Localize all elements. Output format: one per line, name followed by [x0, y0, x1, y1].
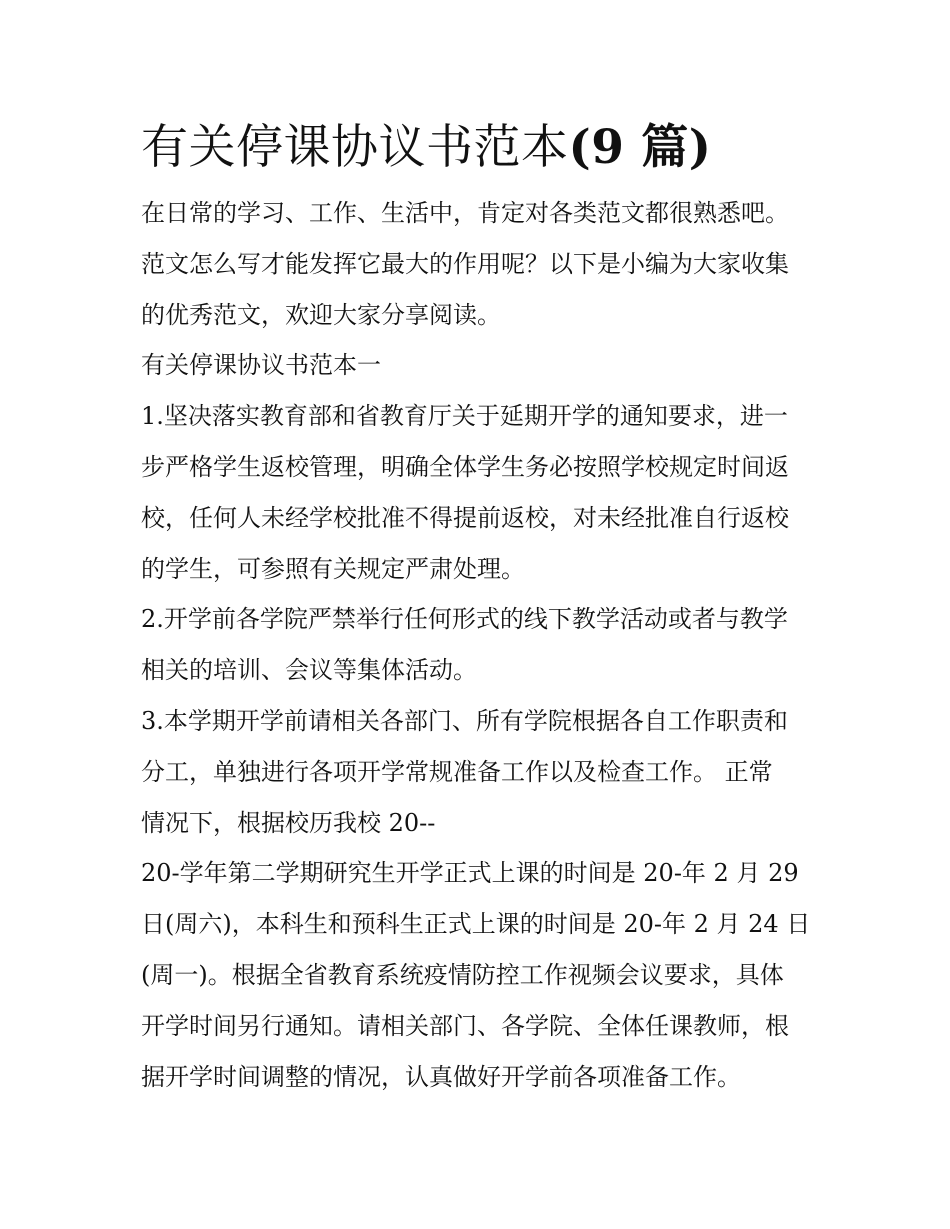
- text-line: 步严格学生返校管理，明确全体学生务必按照学校规定时间返: [141, 452, 789, 481]
- text-line: 分工，单独进行各项开学常规准备工作以及检查工作。 正常: [141, 757, 773, 786]
- text-line: 情况下，根据校历我校 20--: [141, 808, 436, 837]
- text-line: 的学生，可参照有关规定严肃处理。: [141, 554, 525, 583]
- document-title-count: (9 篇): [568, 120, 712, 175]
- item-3-paragraph: [141, 696, 821, 848]
- text-line: 相关的培训、会议等集体活动。: [141, 656, 477, 685]
- text-line: 有关停课协议书范本一: [141, 351, 381, 380]
- text-line: 校，任何人未经学校批准不得提前返校，对未经批准自行返校: [141, 503, 789, 532]
- section-heading: [141, 340, 821, 391]
- text-line: 1.坚决落实教育部和省教育厅关于延期开学的通知要求，进一: [141, 402, 788, 431]
- text-line: 20-学年第二学期研究生开学正式上课的时间是 20-年 2 月 29: [141, 859, 799, 888]
- text-line: 2.开学前各学院严禁举行任何形式的线下教学活动或者与教学: [141, 605, 788, 634]
- text-line: 范文怎么写才能发挥它最大的作用呢？以下是小编为大家收集: [141, 249, 789, 278]
- document-body: [141, 112, 821, 1102]
- text-line: 在日常的学习、工作、生活中，肯定对各类范文都很熟悉吧。: [141, 199, 789, 227]
- intro-paragraph: [141, 188, 821, 340]
- text-line: 3.本学期开学前请相关各部门、所有学院根据各自工作职责和: [141, 706, 788, 735]
- item-2-paragraph: [141, 594, 821, 696]
- text-line: 日(周六)，本科生和预科生正式上课的时间是 20-年 2 月 24 日: [141, 910, 811, 939]
- schedule-paragraph: [141, 848, 821, 1102]
- text-line: 的优秀范文，欢迎大家分享阅读。: [141, 300, 501, 329]
- document-title-main: 有关停课协议书范本: [141, 120, 569, 175]
- item-1-paragraph: [141, 391, 821, 594]
- text-line: 开学时间另行通知。请相关部门、各学院、全体任课教师，根: [141, 1011, 789, 1040]
- document-title: [141, 112, 821, 184]
- text-line: 据开学时间调整的情况，认真做好开学前各项准备工作。: [141, 1062, 741, 1091]
- text-line: (周一)。根据全省教育系统疫情防控工作视频会议要求，具体: [141, 960, 784, 989]
